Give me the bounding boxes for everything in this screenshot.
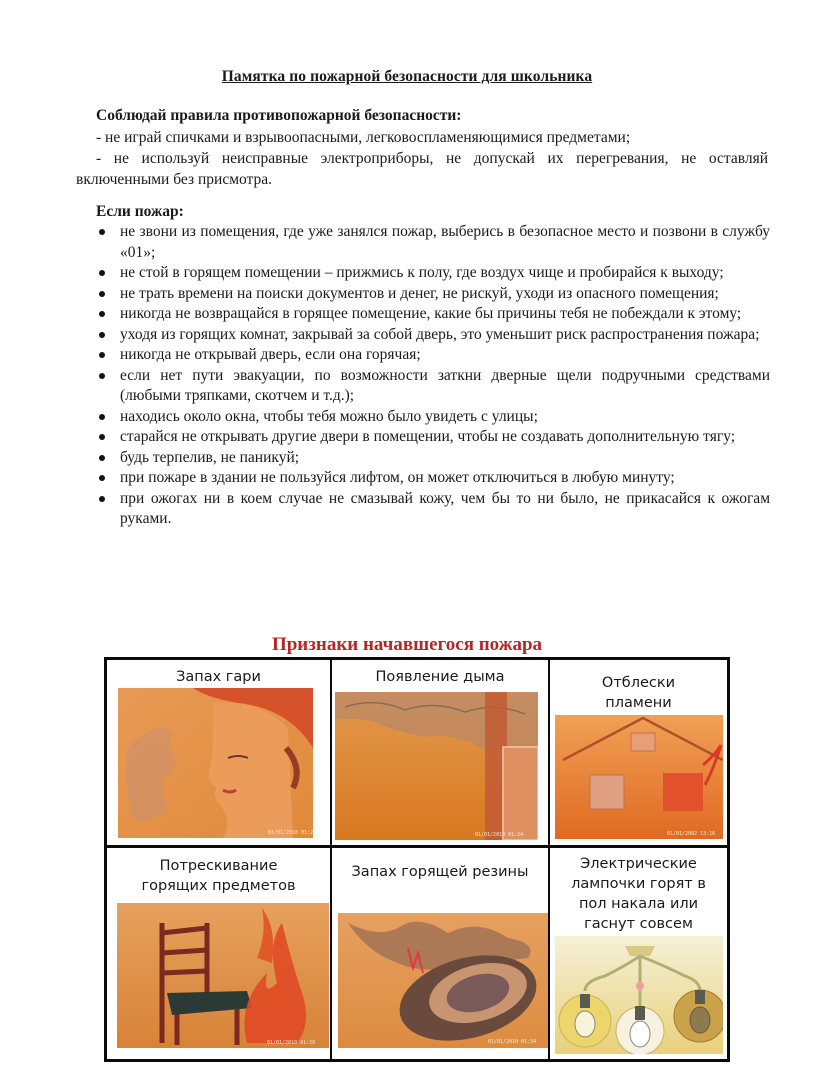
sign-caption: Запах горящей резины — [351, 864, 529, 880]
house-with-flame-reflection-illustration — [555, 715, 723, 839]
list-item-text: старайся не открывать другие двери в помещении, чтобы не создавать дополнительную тягу; — [120, 428, 736, 445]
bullet-icon — [99, 352, 105, 358]
caption-line: Отблески — [601, 675, 676, 691]
caption-line: Потрескивание — [159, 858, 278, 874]
sign-card-crackling — [107, 848, 330, 1059]
sign-card-flame-reflections — [550, 660, 727, 845]
sign-card-burning-rubber — [332, 848, 548, 1059]
list-item — [100, 366, 770, 407]
burning-chair-illustration — [117, 903, 329, 1048]
fire-heading: Если пожар: — [96, 203, 184, 220]
caption-line: Электрические — [580, 856, 697, 872]
sign-card-smoke — [332, 660, 548, 845]
fire-instructions-list — [100, 222, 770, 530]
svg-text:01/01/2010 01:25: 01/01/2010 01:25 — [268, 830, 313, 836]
list-item — [100, 304, 770, 325]
list-item — [100, 489, 770, 530]
list-item — [100, 448, 770, 469]
list-item-text: если нет пути эвакуации, по возможности заткни дверные щели подручными средствами (любыми тряпками, скотчем и т.д.); — [120, 366, 770, 404]
rule-item: - не используй неисправные электроприборы, не допускай их перегревания, не оставляй включенными без присмотра. — [76, 150, 768, 188]
bullet-icon — [99, 414, 105, 420]
list-item-text: уходя из горящих комнат, закрывай за собой дверь, это уменьшит риск распространения пожара; — [120, 325, 760, 343]
list-item-text: при пожаре в здании не пользуйся лифтом, он может отключиться в любую минуту; — [120, 469, 675, 486]
sign-caption — [550, 854, 727, 934]
page-title: Памятка по пожарной безопасности для школьника — [221, 68, 593, 85]
list-item-text: никогда не возвращайся в горящее помещение, какие бы причины тебя не побеждали к этому; — [120, 305, 742, 322]
bullet-icon — [99, 434, 105, 440]
fire-signs-table — [104, 657, 730, 1062]
caption-line: гаснут совсем — [584, 916, 693, 932]
list-item — [100, 427, 770, 448]
sign-caption: Запах гари — [176, 669, 261, 685]
rules-heading: Соблюдай правила противопожарной безопасности: — [96, 107, 462, 124]
list-item — [100, 263, 770, 284]
signs-title: Признаки начавшегося пожара — [271, 634, 543, 655]
caption-line: лампочки горят в — [571, 876, 706, 892]
sign-caption — [107, 856, 330, 896]
svg-text:01/01/2010 01:34: 01/01/2010 01:34 — [488, 1039, 537, 1045]
bullet-icon — [99, 332, 105, 338]
sign-card-dim-bulbs — [550, 848, 727, 1059]
bullet-icon — [99, 475, 105, 481]
caption-line: горящих предметов — [141, 878, 296, 894]
woman-smelling-smoke-illustration — [118, 688, 313, 838]
list-item — [100, 222, 770, 263]
bullet-icon — [99, 496, 105, 502]
list-item — [100, 345, 770, 366]
rule-item: - не играй спичками и взрывоопасными, легковоспламеняющимися предметами; — [96, 129, 631, 146]
bullet-icon — [99, 291, 105, 297]
list-item — [100, 468, 770, 489]
list-item-text: при ожогах ни в коем случае не смазывай кожу, чем бы то ни было, не прикасайся к ожогам руками. — [120, 489, 770, 527]
list-item-text: никогда не открывай дверь, если она горячая; — [120, 346, 421, 363]
list-item-text: находись около окна, чтобы тебя можно было увидеть с улицы; — [120, 407, 538, 425]
sign-card-smell-of-burning — [107, 660, 330, 845]
svg-text:01/01/2010 01:24: 01/01/2010 01:24 — [475, 832, 524, 838]
caption-line: пол накала или — [578, 896, 699, 912]
bullet-icon — [99, 311, 105, 317]
smoke-under-ceiling-illustration — [335, 692, 538, 840]
sign-caption: Появление дыма — [375, 669, 505, 685]
sign-caption — [550, 673, 727, 713]
list-item — [100, 284, 770, 305]
bullet-icon — [99, 229, 105, 235]
list-item — [100, 325, 770, 346]
svg-text:01/01/2010 01:28: 01/01/2010 01:28 — [267, 1040, 316, 1046]
list-item-text: не стой в горящем помещении – прижмись к полу, где воздух чище и пробирайся к выходу; — [120, 264, 724, 281]
svg-text:01/01/2002 13:16: 01/01/2002 13:16 — [667, 831, 716, 837]
dim-light-bulbs-illustration — [555, 936, 723, 1054]
burning-tire-illustration — [338, 913, 548, 1048]
list-item-text: не звони из помещения, где уже занялся пожар, выберись в безопасное место и позвони в службу «01»; — [120, 223, 770, 261]
bullet-icon — [99, 270, 105, 276]
caption-line: пламени — [605, 695, 672, 711]
list-item — [100, 407, 770, 428]
list-item-text: будь терпелив, не паникуй; — [120, 448, 300, 466]
bullet-icon — [99, 373, 105, 379]
bullet-icon — [99, 455, 105, 461]
list-item-text: не трать времени на поиски документов и денег, не рискуй, уходи из опасного помещения; — [120, 284, 719, 302]
